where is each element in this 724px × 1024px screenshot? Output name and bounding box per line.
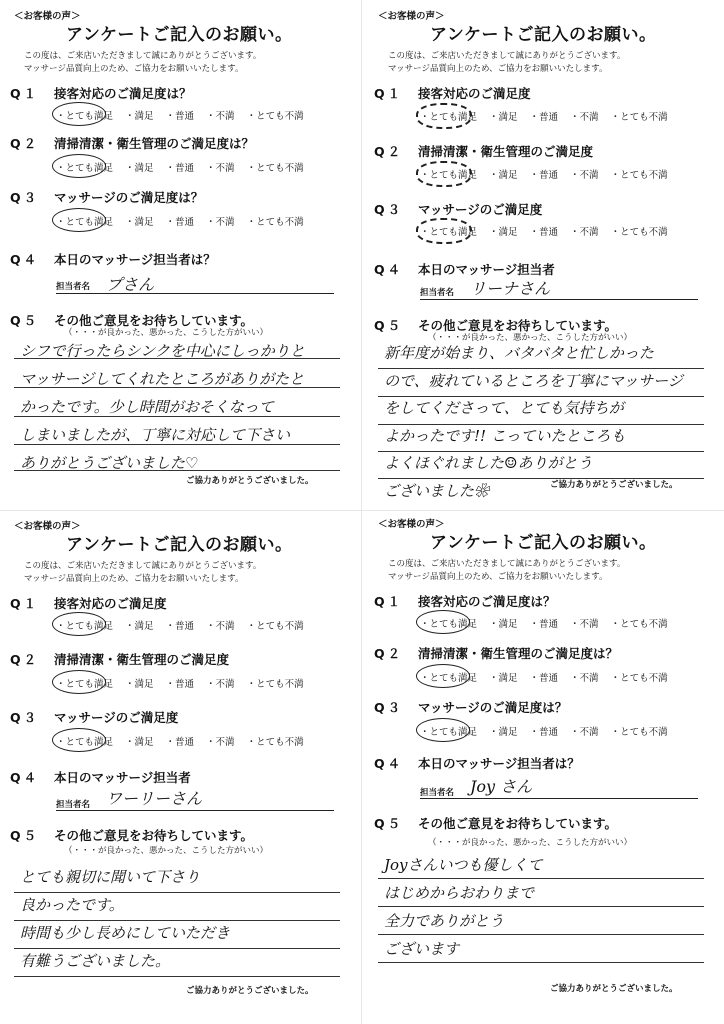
question-number: Q３ <box>374 700 404 715</box>
rating-option[interactable]: ・不満 <box>206 679 235 690</box>
question-text: 本日のマッサージ担当者は？ <box>54 252 216 267</box>
survey-card <box>368 6 720 506</box>
rating-option[interactable]: ・普通 <box>529 112 559 123</box>
survey-card <box>368 514 720 1014</box>
comment-hint: （・・・が良かった、悪かった、こうした方がいい） <box>428 838 633 848</box>
intro-line: マッサージ品質向上のため、ご協力をお願いいたします。 <box>24 64 244 74</box>
comment-area <box>14 516 340 1016</box>
question-number: Q２ <box>10 136 40 151</box>
staff-name-handwritten: Joy さん <box>470 777 533 796</box>
rating-option[interactable]: ・不満 <box>206 217 235 228</box>
comment-rule-line <box>378 934 704 935</box>
rating-option[interactable]: ・とても満足 <box>56 217 114 228</box>
rating-option[interactable]: ・とても不満 <box>610 727 668 738</box>
comment-rule-line <box>14 892 340 893</box>
comment-handwritten-line: 有難うございました。 <box>20 952 171 970</box>
comment-rule-line <box>14 948 340 949</box>
rating-option[interactable]: ・満足 <box>125 621 154 632</box>
comment-rule-line <box>378 962 704 963</box>
rating-option[interactable]: ・普通 <box>165 737 195 748</box>
rating-option[interactable]: ・満足 <box>489 170 518 181</box>
intro-line: この度は、ご来店いただきまして誠にありがとうございます。 <box>24 51 262 61</box>
question-text: その他ご意見をお待ちしています。 <box>54 828 254 843</box>
rating-option[interactable]: ・とても不満 <box>246 737 304 748</box>
rating-option[interactable]: ・とても不満 <box>246 621 304 632</box>
comment-handwritten-line: 新年度が始まり、バタバタと忙しかった <box>384 344 654 362</box>
comment-handwritten-line: 時間も少し長めにしていただき <box>20 924 231 942</box>
survey-title: アンケートご記入のお願い。 <box>66 535 293 555</box>
staff-name-handwritten: ワーリーさん <box>106 789 203 808</box>
rating-option[interactable]: ・とても満足 <box>56 679 114 690</box>
question-text: 本日のマッサージ担当者 <box>54 770 191 785</box>
rating-option[interactable]: ・普通 <box>165 163 195 174</box>
rating-option[interactable]: ・不満 <box>570 673 599 684</box>
comment-handwritten-line: よくほぐれました☺ありがとう <box>384 454 593 472</box>
rating-option[interactable]: ・とても不満 <box>610 112 668 123</box>
comment-area <box>14 6 340 506</box>
question-text: 清掃清潔・衛生管理のご満足度は？ <box>54 136 255 151</box>
rating-option[interactable]: ・とても不満 <box>610 619 668 630</box>
comment-rule-line <box>378 878 704 879</box>
question-number: Q１ <box>374 86 404 101</box>
customer-voice-label: ＜お客様の声＞ <box>14 521 81 532</box>
question-text: 本日のマッサージ担当者 <box>418 262 555 277</box>
rating-option[interactable]: ・不満 <box>206 111 235 122</box>
comment-handwritten-line: シフで行ったらシンクを中心にしっかりと <box>20 342 305 360</box>
question-number: Q１ <box>10 86 40 101</box>
survey-title: アンケートご記入のお願い。 <box>66 25 293 45</box>
rating-option[interactable]: ・満足 <box>489 619 518 630</box>
survey-title: アンケートご記入のお願い。 <box>430 533 657 553</box>
comment-handwritten-line: よかったです!! こっていたところも <box>384 426 626 445</box>
comment-rule-line <box>14 976 340 977</box>
staff-name-handwritten: プさん <box>106 275 155 294</box>
rating-option[interactable]: ・不満 <box>570 112 599 123</box>
rating-option[interactable]: ・とても満足 <box>420 673 478 684</box>
rating-option[interactable]: ・とても満足 <box>420 227 478 238</box>
question-number: Q３ <box>10 190 40 205</box>
rating-option[interactable]: ・満足 <box>125 163 154 174</box>
rating-option[interactable]: ・不満 <box>570 170 599 181</box>
rating-option[interactable]: ・普通 <box>165 217 195 228</box>
rating-option[interactable]: ・満足 <box>125 217 154 228</box>
intro-line: マッサージ品質向上のため、ご協力をお願いいたします。 <box>24 574 244 584</box>
comment-handwritten-line: はじめからおわりまで <box>384 884 535 902</box>
rating-option[interactable]: ・とても不満 <box>610 227 668 238</box>
comment-handwritten-line: かったです。少し時間がおそくなって <box>20 398 274 416</box>
rating-option[interactable]: ・とても不満 <box>246 111 304 122</box>
question-text: 接客対応のご満足度は？ <box>418 594 556 609</box>
question-text: その他ご意見をお待ちしています。 <box>418 318 618 333</box>
rating-option[interactable]: ・とても満足 <box>420 727 478 738</box>
rating-option[interactable]: ・不満 <box>570 727 599 738</box>
question-number: Q４ <box>10 252 40 267</box>
comment-handwritten-line: しまいましたが、丁寧に対応して下さい <box>20 426 291 444</box>
comment-handwritten-line: 良かったです。 <box>20 896 124 914</box>
thanks-footer: ご協力ありがとうございました。 <box>186 476 314 486</box>
question-number: Q１ <box>10 596 40 611</box>
question-text: マッサージのご満足度 <box>54 710 179 725</box>
question-number: Q３ <box>10 710 40 725</box>
rating-option[interactable]: ・満足 <box>125 737 154 748</box>
rating-option[interactable]: ・とても満足 <box>56 111 114 122</box>
rating-option[interactable]: ・とても満足 <box>56 163 114 174</box>
question-text: 清掃清潔・衛生管理のご満足度 <box>418 144 594 159</box>
comment-rule-line <box>378 906 704 907</box>
rating-option[interactable]: ・不満 <box>206 163 235 174</box>
customer-voice-label: ＜お客様の声＞ <box>14 11 81 22</box>
question-number: Q５ <box>374 816 404 831</box>
question-number: Q２ <box>374 646 404 661</box>
rating-option[interactable]: ・とても不満 <box>246 679 304 690</box>
question-text: 本日のマッサージ担当者は？ <box>418 756 580 771</box>
comment-handwritten-line: ございます <box>384 940 460 958</box>
rating-option[interactable]: ・とても満足 <box>420 170 478 181</box>
rating-option[interactable]: ・満足 <box>489 227 518 238</box>
thanks-footer: ご協力ありがとうございました。 <box>186 986 314 996</box>
question-text: 接客対応のご満足度 <box>418 86 531 101</box>
rating-option[interactable]: ・とても満足 <box>420 619 478 630</box>
rating-option[interactable]: ・普通 <box>529 727 559 738</box>
question-number: Q５ <box>374 318 404 333</box>
question-number: Q４ <box>374 262 404 277</box>
rating-option[interactable]: ・普通 <box>165 621 195 632</box>
question-number: Q５ <box>10 828 40 843</box>
rating-option[interactable]: ・とても不満 <box>610 170 668 181</box>
comment-handwritten-line: ので、疲れているところを丁寧にマッサージ <box>384 371 683 390</box>
thanks-footer: ご協力ありがとうございました。 <box>550 984 678 994</box>
staff-name-label: 担当者名 <box>420 788 455 798</box>
thanks-footer: ご協力ありがとうございました。 <box>550 480 678 490</box>
rating-option[interactable]: ・とても不満 <box>246 217 304 228</box>
comment-handwritten-line: マッサージしてくれたところがありがたと <box>20 370 305 388</box>
rating-option[interactable]: ・とても不満 <box>246 163 304 174</box>
comment-handwritten-line: をしてくださって、とても気持ちが <box>384 399 624 417</box>
rating-option[interactable]: ・とても満足 <box>56 737 114 748</box>
survey-card <box>4 6 356 506</box>
rating-option[interactable]: ・普通 <box>529 227 559 238</box>
question-text: 接客対応のご満足度 <box>54 596 167 611</box>
rating-option[interactable]: ・とても不満 <box>610 673 668 684</box>
question-number: Q２ <box>374 144 404 159</box>
rating-option[interactable]: ・普通 <box>529 170 559 181</box>
rating-option[interactable]: ・不満 <box>206 621 235 632</box>
question-number: Q２ <box>10 652 40 667</box>
rating-option[interactable]: ・普通 <box>165 111 195 122</box>
question-number: Q４ <box>10 770 40 785</box>
comment-area <box>378 514 704 1014</box>
question-text: マッサージのご満足度 <box>418 202 543 217</box>
comment-area <box>378 6 704 506</box>
comment-handwritten-line: とても親切に聞いて下さり <box>20 868 201 886</box>
question-text: 清掃清潔・衛生管理のご満足度 <box>54 652 230 667</box>
question-number: Q３ <box>374 202 404 217</box>
rating-option[interactable]: ・普通 <box>165 679 195 690</box>
rating-option[interactable]: ・満足 <box>489 727 518 738</box>
vertical-fold-line <box>361 0 362 1024</box>
staff-name-label: 担当者名 <box>56 282 91 292</box>
rating-option[interactable]: ・不満 <box>570 619 599 630</box>
comment-hint: （・・・が良かった、悪かった、こうした方がいい） <box>64 846 269 856</box>
question-text: マッサージのご満足度は？ <box>418 700 568 715</box>
rating-option[interactable]: ・満足 <box>125 679 154 690</box>
survey-title: アンケートご記入のお願い。 <box>430 25 657 45</box>
rating-option[interactable]: ・とても満足 <box>420 112 478 123</box>
intro-line: この度は、ご来店いただきまして誠にありがとうございます。 <box>388 51 626 61</box>
rating-option[interactable]: ・不満 <box>570 227 599 238</box>
intro-line: マッサージ品質向上のため、ご協力をお願いいたします。 <box>388 64 608 74</box>
rating-option[interactable]: ・満足 <box>489 112 518 123</box>
horizontal-fold-line <box>0 510 724 511</box>
staff-name-label: 担当者名 <box>420 288 455 298</box>
comment-hint: （・・・が良かった、悪かった、こうした方がいい） <box>64 328 269 338</box>
staff-name-label: 担当者名 <box>56 800 91 810</box>
rating-option[interactable]: ・とても満足 <box>56 621 114 632</box>
question-number: Q５ <box>10 313 40 328</box>
question-text: 接客対応のご満足度は？ <box>54 86 192 101</box>
rating-option[interactable]: ・不満 <box>206 737 235 748</box>
comment-hint: （・・・が良かった、悪かった、こうした方がいい） <box>428 333 633 343</box>
comment-handwritten-line: Joyさんいつも優しくて <box>384 856 543 874</box>
rating-option[interactable]: ・満足 <box>125 111 154 122</box>
question-number: Q１ <box>374 594 404 609</box>
comment-handwritten-line: 全力でありがとう <box>384 912 505 930</box>
intro-line: この度は、ご来店いただきまして誠にありがとうございます。 <box>24 561 262 571</box>
comment-handwritten-line: ありがとうございました♡ <box>20 454 199 472</box>
question-text: マッサージのご満足度は？ <box>54 190 204 205</box>
rating-option[interactable]: ・普通 <box>529 673 559 684</box>
survey-card <box>4 516 356 1016</box>
customer-voice-label: ＜お客様の声＞ <box>378 11 445 22</box>
question-number: Q４ <box>374 756 404 771</box>
question-text: その他ご意見をお待ちしています。 <box>54 313 254 328</box>
customer-voice-label: ＜お客様の声＞ <box>378 519 445 530</box>
rating-option[interactable]: ・満足 <box>489 673 518 684</box>
question-text: 清掃清潔・衛生管理のご満足度は？ <box>418 646 619 661</box>
rating-option[interactable]: ・普通 <box>529 619 559 630</box>
intro-line: マッサージ品質向上のため、ご協力をお願いいたします。 <box>388 572 608 582</box>
staff-name-handwritten: リーナさん <box>470 279 551 298</box>
comment-handwritten-line: ございました❀ <box>384 481 490 500</box>
comment-rule-line <box>14 920 340 921</box>
intro-line: この度は、ご来店いただきまして誠にありがとうございます。 <box>388 559 626 569</box>
question-text: その他ご意見をお待ちしています。 <box>418 816 618 831</box>
